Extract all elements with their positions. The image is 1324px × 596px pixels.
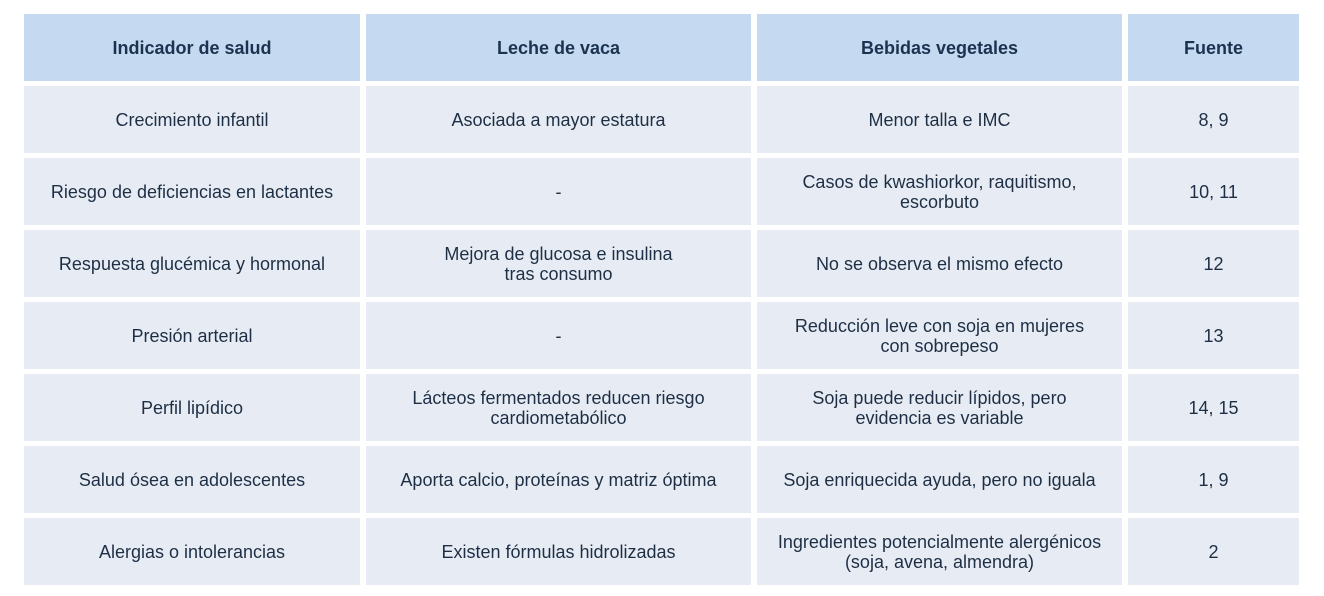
- table-cell: 12: [1128, 230, 1299, 297]
- header-cell-source: Fuente: [1128, 14, 1299, 81]
- table-cell: Salud ósea en adolescentes: [24, 446, 360, 513]
- table-cell: 14, 15: [1128, 374, 1299, 441]
- table-cell: Mejora de glucosa e insulina tras consumo: [366, 230, 751, 297]
- table-cell: Alergias o intolerancias: [24, 518, 360, 585]
- table-cell: Reducción leve con soja en mujeres con sobrepeso: [757, 302, 1122, 369]
- header-cell-cow-milk: Leche de vaca: [366, 14, 751, 81]
- table-cell: Lácteos fermentados reducen riesgo cardiometabólico: [366, 374, 751, 441]
- table-cell: Ingredientes potencialmente alergénicos (soja, avena, almendra): [757, 518, 1122, 585]
- header-cell-plant-drinks: Bebidas vegetales: [757, 14, 1122, 81]
- table-cell: Soja enriquecida ayuda, pero no iguala: [757, 446, 1122, 513]
- table-cell: Casos de kwashiorkor, raquitismo, escorbuto: [757, 158, 1122, 225]
- table-cell: Crecimiento infantil: [24, 86, 360, 153]
- table-cell: 10, 11: [1128, 158, 1299, 225]
- table-cell: Respuesta glucémica y hormonal: [24, 230, 360, 297]
- table-cell: Perfil lipídico: [24, 374, 360, 441]
- table-cell: Asociada a mayor estatura: [366, 86, 751, 153]
- table-cell: 13: [1128, 302, 1299, 369]
- table-cell: Aporta calcio, proteínas y matriz óptima: [366, 446, 751, 513]
- table-cell: No se observa el mismo efecto: [757, 230, 1122, 297]
- table-cell: Menor talla e IMC: [757, 86, 1122, 153]
- table-cell: -: [366, 158, 751, 225]
- table-cell: Existen fórmulas hidrolizadas: [366, 518, 751, 585]
- table-cell: 8, 9: [1128, 86, 1299, 153]
- table-cell: -: [366, 302, 751, 369]
- table-cell: 2: [1128, 518, 1299, 585]
- table-cell: Presión arterial: [24, 302, 360, 369]
- table-cell: 1, 9: [1128, 446, 1299, 513]
- comparison-table: [24, 14, 1300, 585]
- table-cell: Riesgo de deficiencias en lactantes: [24, 158, 360, 225]
- header-cell-indicator: Indicador de salud: [24, 14, 360, 81]
- table-cell: Soja puede reducir lípidos, pero evidencia es variable: [757, 374, 1122, 441]
